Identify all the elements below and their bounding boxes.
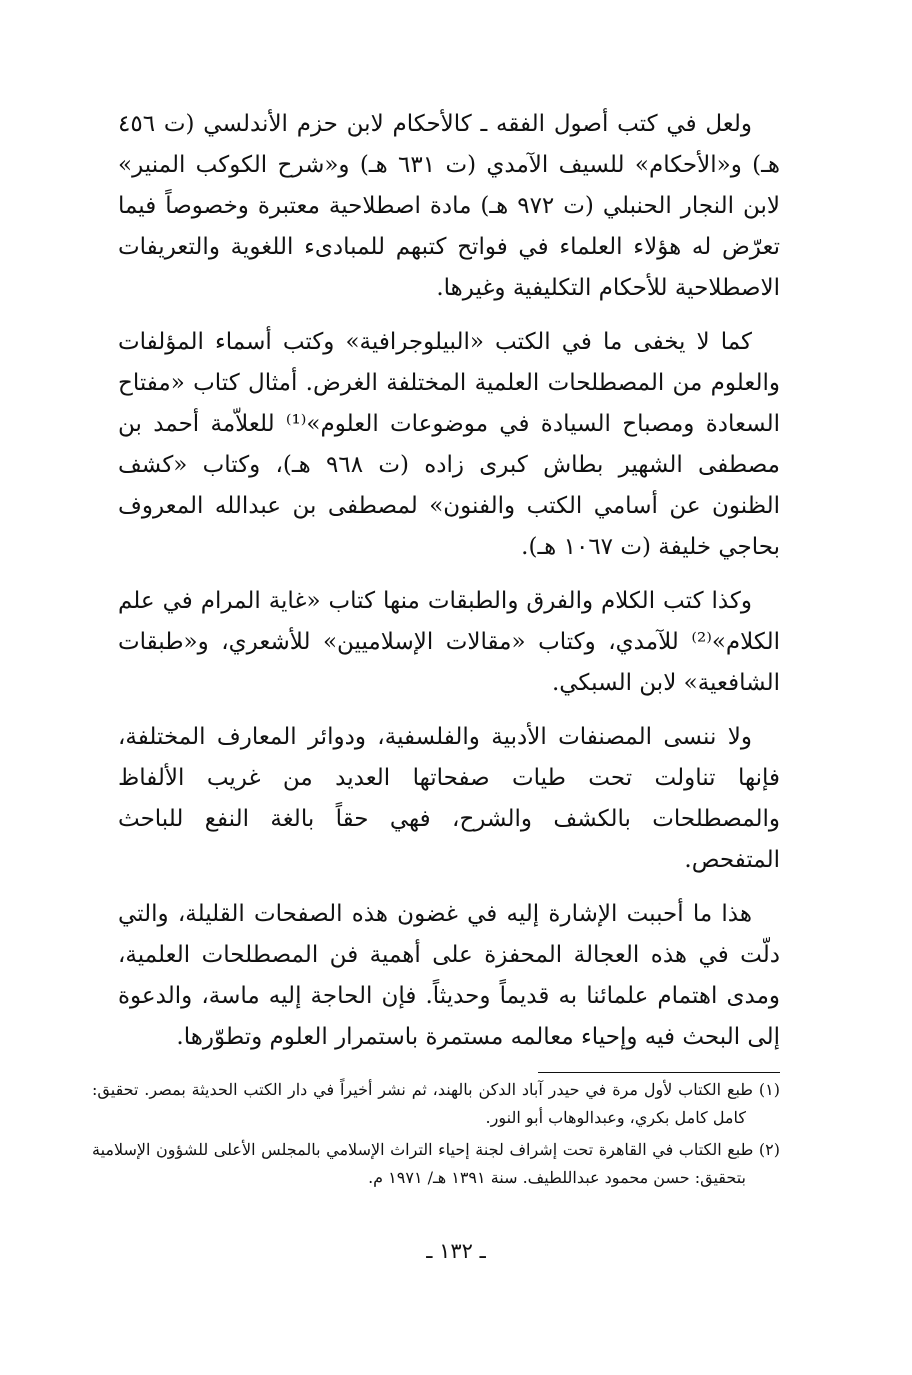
main-text xyxy=(118,104,780,1058)
page-number: ـ ١٣٢ ـ xyxy=(426,1239,486,1263)
paragraph-2: كما لا يخفى ما في الكتب «البيلوجرافية» وكتب أسماء المؤلفات والعلوم من المصطلحات العلمية المختلفة الغرض. أمثال كتاب «مفتاح السعادة ومصباح السيادة في موضوعات العلوم»⁽¹⁾ للعلاّمة أحمد بن مصطفى الشهير بطاش كبرى زاده (ت ٩٦٨ هـ)، وكتاب «كشف الظنون عن أسامي الكتب والفنون» لمصطفى بن عبدالله المعروف بحاجي خليفة (ت ١٠٦٧ هـ). xyxy=(118,329,781,560)
paragraph-3: وكذا كتب الكلام والفرق والطبقات منها كتاب «غاية المرام في علم الكلام»⁽²⁾ للآمدي، وكتاب «مقالات الإسلاميين» للأشعري، و«طبقات الشافعية» لابن السبكي. xyxy=(118,588,780,696)
footnotes xyxy=(92,1076,780,1192)
footnote-1: (١) طبع الكتاب لأول مرة في حيدر آباد الدكن بالهند، ثم نشر أخيراً في دار الكتب الحديثة بمصر. تحقيق: كامل كامل بكري، وعبدالوهاب أبو النور. xyxy=(92,1080,780,1127)
footnote-separator xyxy=(538,1072,780,1073)
paragraph-5: هذا ما أحببت الإشارة إليه في غضون هذه الصفحات القليلة، والتي دلّت في هذه العجالة المحفزة على أهمية فن المصطلحات العلمية، ومدى اهتمام علمائنا به قديماً وحديثاً. فإن الحاجة إليه ماسة، والدعوة إلى البحث فيه وإحياء معالمه مستمرة باستمرار العلوم وتطوّرها. xyxy=(118,901,780,1050)
footnote-2: (٢) طبع الكتاب في القاهرة تحت إشراف لجنة إحياء التراث الإسلامي بالمجلس الأعلى للشؤون الإسلامية بتحقيق: حسن محمود عبداللطيف. سنة ١٣٩١ هـ/ ١٩٧١ م. xyxy=(92,1140,780,1187)
paragraph-4: ولا ننسى المصنفات الأدبية والفلسفية، ودوائر المعارف المختلفة، فإنها تناولت تحت طيات صفحاتها العديد من غريب الألفاظ والمصطلحات بالكشف والشرح، فهي حقاً بالغة النفع للباحث المتفحص. xyxy=(118,724,780,873)
paragraph-1: ولعل في كتب أصول الفقه ـ كالأحكام لابن حزم الأندلسي (ت ٤٥٦ هـ) و«الأحكام» للسيف الآمدي (ت ٦٣١ هـ) و«شرح الكوكب المنير» لابن النجار الحنبلي (ت ٩٧٢ هـ) مادة اصطلاحية معتبرة وخصوصاً فيما تعرّض له هؤلاء العلماء في فواتح كتبهم للمبادىء اللغوية والتعريفات الاصطلاحية للأحكام التكليفية وغيرها. xyxy=(118,111,781,301)
